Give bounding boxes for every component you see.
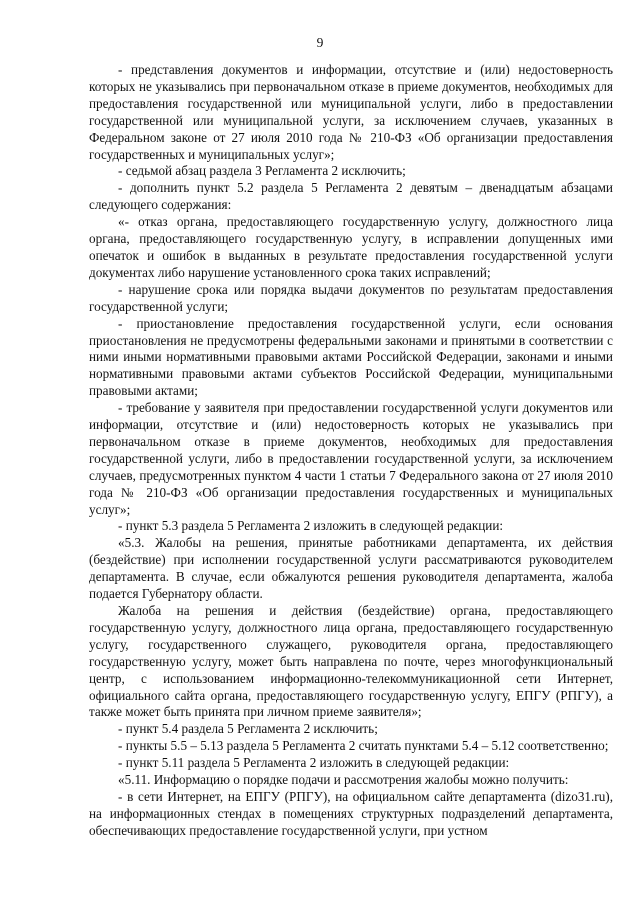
paragraph: - пункт 5.11 раздела 5 Регламента 2 изложить в следующей редакции:: [118, 755, 510, 771]
paragraph: - дополнить пункт 5.2 раздела 5 Регламента 2 девятым – двенадцатым абзацами следующего содержания:: [89, 180, 613, 213]
paragraph: «5.11. Информацию о порядке подачи и рассмотрения жалобы можно получить:: [118, 772, 569, 788]
document-body: [89, 62, 613, 840]
paragraph: - нарушение срока или порядка выдачи документов по результатам предоставления государственной услуги;: [89, 281, 613, 314]
paragraph: Жалоба на решения и действия (бездействие) органа, предоставляющего государственную услугу, должностного лица органа, предоставляющего государственную услугу, государственного служащего, руководителя органа, предоставляющего государственную услугу, может быть направлена по почте, через многофункциональный центр, с использованием информационно-телекоммуникационной сети Интернет, официального сайта органа, предоставляющего государственную услугу, ЕПГУ (РПГУ), а также может быть принята при личном приеме заявителя»;: [89, 603, 613, 720]
page-number: 9: [316, 35, 324, 50]
paragraph: - пункт 5.4 раздела 5 Регламента 2 исключить;: [118, 721, 378, 737]
paragraph: - пункты 5.5 – 5.13 раздела 5 Регламента 2 считать пунктами 5.4 – 5.12 соответственно;: [118, 738, 609, 754]
paragraph: - требование у заявителя при предоставлении государственной услуги документов или информации, отсутствие и (или) недостоверность которых не указывались при первоначальном отказе в приеме документов, необходимых для предоставления государственной услуги, либо в предоставлении государственной услуги, за исключением случаев, предусмотренных пунктом 4 части 1 статьи 7 Федерального закона от 27 июля 2010 года № 210-ФЗ «Об организации предоставления государственных и муниципальных услуг»;: [89, 400, 613, 517]
paragraph: - пункт 5.3 раздела 5 Регламента 2 изложить в следующей редакции:: [118, 518, 504, 534]
paragraph: - представления документов и информации, отсутствие и (или) недостоверность которых не указывались при первоначальном отказе в приеме документов, необходимых для предоставления государственной или муниципальной услуги, либо в предоставлении государственной или муниципальной услуги, за исключением случаев, указанных в Федеральном законе от 27 июля 2010 года № 210-ФЗ «Об организации предоставления государственных и муниципальных услуг»;: [89, 62, 613, 162]
paragraph: - в сети Интернет, на ЕПГУ (РПГУ), на официальном сайте департамента (dizo31.ru), на информационных стендах в помещениях структурных подразделений департамента, обеспечивающих предоставление государственной услуги, при устном: [89, 788, 613, 838]
paragraph: «- отказ органа, предоставляющего государственную услугу, должностного лица органа, предоставляющего государственную услугу, в исправлении допущенных ими опечаток и ошибок в выданных в результате предоставления государственной услуги документах либо нарушение установленного срока таких исправлений;: [89, 214, 613, 280]
paragraph: - приостановление предоставления государственной услуги, если основания приостановления не предусмотрены федеральными законами и принятыми в соответствии с ними иными нормативными правовыми актами Российской Федерации, законами и иными нормативными правовыми актами субъектов Российской Федерации, муниципальными правовыми актами;: [89, 315, 613, 399]
paragraph: «5.3. Жалобы на решения, принятые работниками департамента, их действия (бездействие) при исполнении государственной услуги рассматриваются руководителем департамента. В случае, если обжалуются решения руководителя департамента, жалоба подается Губернатору области.: [89, 535, 613, 602]
paragraph: - седьмой абзац раздела 3 Регламента 2 исключить;: [118, 163, 406, 179]
